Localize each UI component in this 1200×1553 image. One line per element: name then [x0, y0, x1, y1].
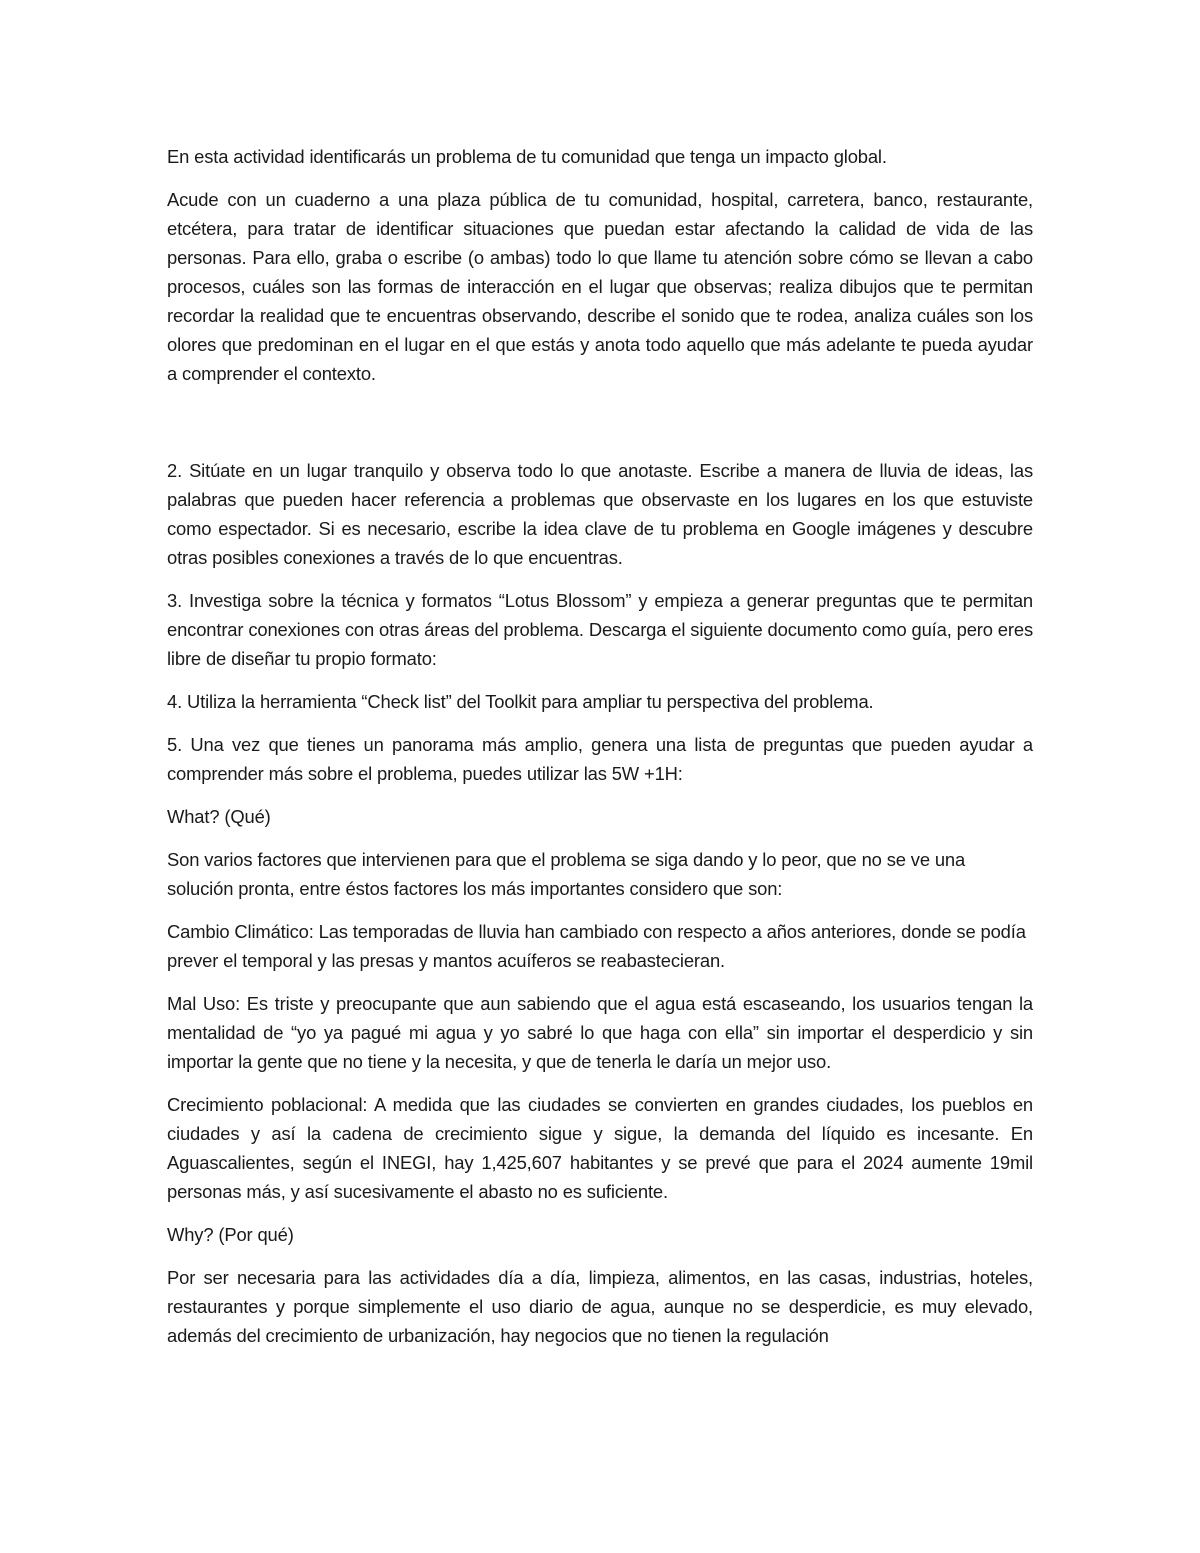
what-intro-paragraph: Son varios factores que intervienen para que el problema se siga dando y lo peor, que no se ve una solución pronta, entre éstos factores los más importantes considero que son: — [167, 849, 966, 899]
misuse-paragraph: Mal Uso: Es triste y preocupante que aun sabiendo que el agua está escaseando, los usuarios tengan la mentalidad de “yo ya pagué mi agua y yo sabré lo que haga con ella” sin importar el desperdicio y sin importar la gente que no tiene y la necesita, y que de tenerla le daría un mejor uso. — [167, 993, 1033, 1072]
intro-paragraph: En esta actividad identificarás un problema de tu comunidad que tenga un impacto global. — [167, 146, 887, 167]
instruction-paragraph-1: Acude con un cuaderno a una plaza pública de tu comunidad, hospital, carretera, banco, restaurante, etcétera, para tratar de identificar situaciones que puedan estar afectando la calidad de vida de las personas. Para ello, graba o escribe (o ambas) todo lo que llame tu atención sobre cómo se llevan a cabo procesos, cuáles son las formas de interacción en el lugar que observas; realiza dibujos que te permitan recordar la realidad que te encuentras observando, describe el sonido que te rodea, analiza cuáles son los olores que predominan en el lugar en el que estás y anota todo aquello que más adelante te pueda ayudar a comprender el contexto. — [167, 189, 1033, 384]
section-heading-why: Why? (Por qué) — [167, 1224, 294, 1245]
population-growth-paragraph: Crecimiento poblacional: A medida que las ciudades se convierten en grandes ciudades, los pueblos en ciudades y así la cadena de crecimiento sigue y sigue, la demanda del líquido es incesante. En Aguascalientes, según el INEGI, hay 1,425,607 habitantes y se prevé que para el 2024 aumente 19mil personas más, y así sucesivamente el abasto no es suficiente. — [167, 1094, 1033, 1202]
why-paragraph: Por ser necesaria para las actividades día a día, limpieza, alimentos, en las casas, industrias, hoteles, restaurantes y porque simplemente el uso diario de agua, aunque no se desperdicie, es muy elevado, además del crecimiento de urbanización, hay negocios que no tienen la regulación — [167, 1267, 1033, 1346]
instruction-paragraph-3: 3. Investiga sobre la técnica y formatos “Lotus Blossom” y empieza a generar preguntas que te permitan encontrar conexiones con otras áreas del problema. Descarga el siguiente documento como guía, pero eres libre de diseñar tu propio formato: — [167, 590, 1033, 669]
climate-change-paragraph: Cambio Climático: Las temporadas de lluvia han cambiado con respecto a años anteriores, donde se podía prever el temporal y las presas y mantos acuíferos se reabastecieran. — [167, 921, 1026, 971]
instruction-paragraph-2: 2. Sitúate en un lugar tranquilo y observa todo lo que anotaste. Escribe a manera de lluvia de ideas, las palabras que pueden hacer referencia a problemas que observaste en los lugares en los que estuviste como espectador. Si es necesario, escribe la idea clave de tu problema en Google imágenes y descubre otras posibles conexiones a través de lo que encuentras. — [167, 460, 1033, 568]
instruction-paragraph-4: 4. Utiliza la herramienta “Check list” del Toolkit para ampliar tu perspectiva del problema. — [167, 691, 874, 712]
instruction-paragraph-5: 5. Una vez que tienes un panorama más amplio, genera una lista de preguntas que pueden ayudar a comprender más sobre el problema, puedes utilizar las 5W +1H: — [167, 734, 1033, 784]
section-heading-what: What? (Qué) — [167, 806, 271, 827]
paragraph-spacer — [167, 402, 1033, 456]
